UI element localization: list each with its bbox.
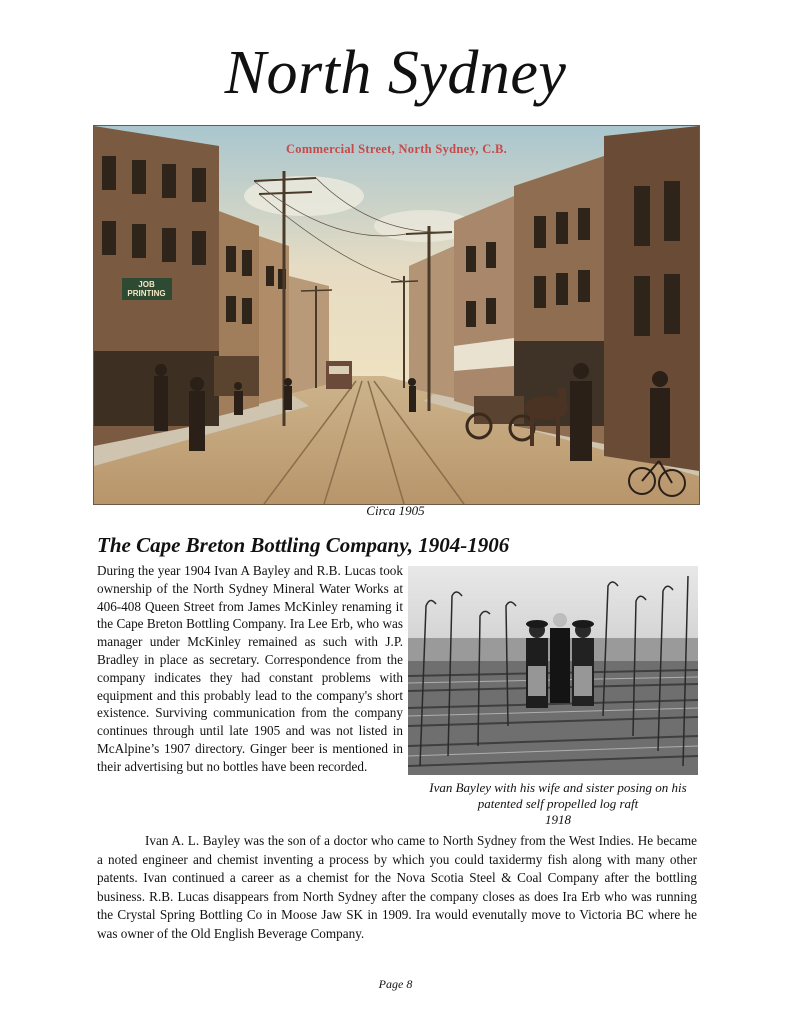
section-heading: The Cape Breton Bottling Company, 1904-1906 bbox=[97, 533, 510, 557]
job-printing-sign: JOB PRINTING bbox=[127, 280, 166, 298]
paragraph-1: During the year 1904 Ivan A Bayley and R.B. Lucas took ownership of the North Sydney Mineral Water Works at 406-408 Queen Street from James McKinley renaming it the Cape Breton Bottling Company. Ira Lee Erb, who was manager under McKinley remained as such with J.P. Bradley in place as secretary. Correspondence from the company indicates they had constant problems with equipment and this probably lead to the company's short existence. Surviving communication from the company continues through until late 1905 and was not listed in McAlpine’s 1907 directory. Ginger beer is mentioned in their advertising but no bottles have been recorded. bbox=[97, 563, 403, 774]
porch bbox=[214, 356, 259, 396]
cloud bbox=[244, 176, 364, 216]
log-raft-illustration bbox=[408, 566, 698, 775]
streetcar bbox=[326, 361, 352, 389]
page-number: Page 8 bbox=[378, 977, 413, 991]
raft-caption-line-2: patented self propelled log raft bbox=[477, 796, 639, 811]
commercial-street-postcard-photo bbox=[93, 125, 700, 505]
paragraph-2: Ivan A. L. Bayley was the son of a doctor who came to North Sydney from the West Indies. He became a noted engineer and chemist inventing a process by which you could taxidermy fish along with many other patents. Ivan continued a career as a chemist for the Nova Scotia Steel & Coal Company after the bottling business. R.B. Lucas disappears from North Sydney after the company closes as does Ira Erb who was running the Crystal Spring Bottling Co in Moose Jaw SK in 1909. Ira would evenutally move to Victoria BC where he was owner of the Old English Beverage Company. bbox=[97, 833, 697, 941]
right-building-distant bbox=[409, 246, 454, 398]
postcard-caption: Circa 1905 bbox=[366, 503, 425, 518]
left-building-distant bbox=[289, 276, 329, 394]
raft-caption-year: 1918 bbox=[545, 812, 571, 827]
streetcar-windows bbox=[329, 366, 349, 374]
raft-caption-line-1: Ivan Bayley with his wife and sister posing on his bbox=[429, 780, 687, 795]
raft-photo-caption bbox=[408, 780, 708, 828]
postcard-illustration bbox=[94, 126, 699, 504]
log-raft-photo bbox=[408, 566, 698, 775]
postcard-printed-caption: Commercial Street, North Sydney, C.B. bbox=[285, 142, 508, 156]
right-building-far bbox=[454, 196, 514, 418]
page-title: North Sydney bbox=[224, 39, 567, 107]
